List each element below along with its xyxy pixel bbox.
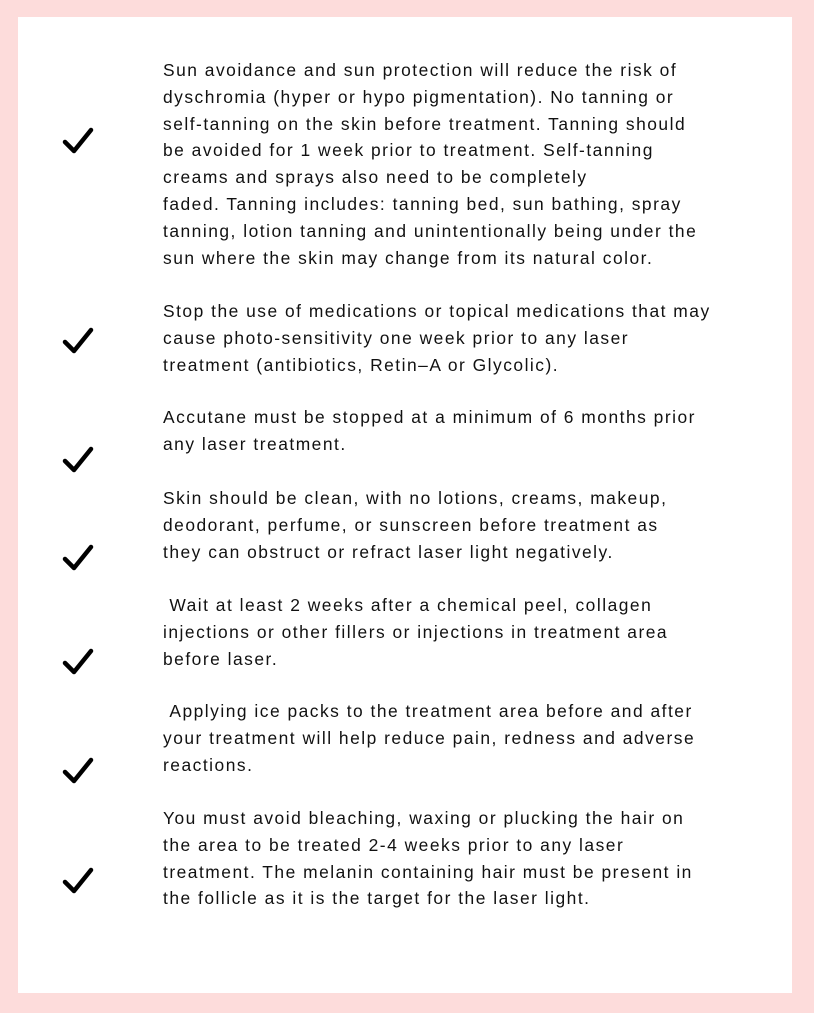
item-text: You must avoid bleaching, waxing or plucking the hair on the area to be treated 2-4 weeks prior to any laser treatment. The melanin containing hair must be present in the follicle as it is the target for the laser light. xyxy=(163,808,693,909)
item-text: Applying ice packs to the treatment area before and after your treatment will help reduce pain, redness and adverse reactions. xyxy=(163,701,696,775)
checkmark-icon xyxy=(62,323,96,357)
checkmark-icon xyxy=(62,644,96,678)
checkmark-icon xyxy=(62,753,96,787)
item-text: Stop the use of medications or topical medications that may cause photo-sensitivity one week prior to any laser treatment (antibiotics, Retin–A or Glycolic). xyxy=(163,301,711,375)
checkmark-icon xyxy=(62,123,96,157)
checkmark-icon xyxy=(62,863,96,897)
item-text: Accutane must be stopped at a minimum of 6 months prior any laser treatment. xyxy=(163,407,696,454)
checkmark-icon xyxy=(62,442,96,476)
item-text: Skin should be clean, with no lotions, creams, makeup, deodorant, perfume, or sunscreen before treatment as they can obstruct or refract laser light negatively. xyxy=(163,488,668,562)
item-text: Sun avoidance and sun protection will reduce the risk of dyschromia (hyper or hypo pigmentation). No tanning or self-tanning on the skin before treatment. Tanning should be avoided for 1 week prior to treatment. Self-tanning creams and sprays also need to be completely faded. Tanning includes: tanning bed, sun bathing, spray tanning, lotion tanning and unintentionally being under the sun where the skin may change from its natural color. xyxy=(163,60,698,268)
item-text: Wait at least 2 weeks after a chemical peel, collagen injections or other fillers or injections in treatment area before laser. xyxy=(163,595,669,669)
checklist-card xyxy=(18,17,792,993)
checkmark-icon xyxy=(62,540,96,574)
